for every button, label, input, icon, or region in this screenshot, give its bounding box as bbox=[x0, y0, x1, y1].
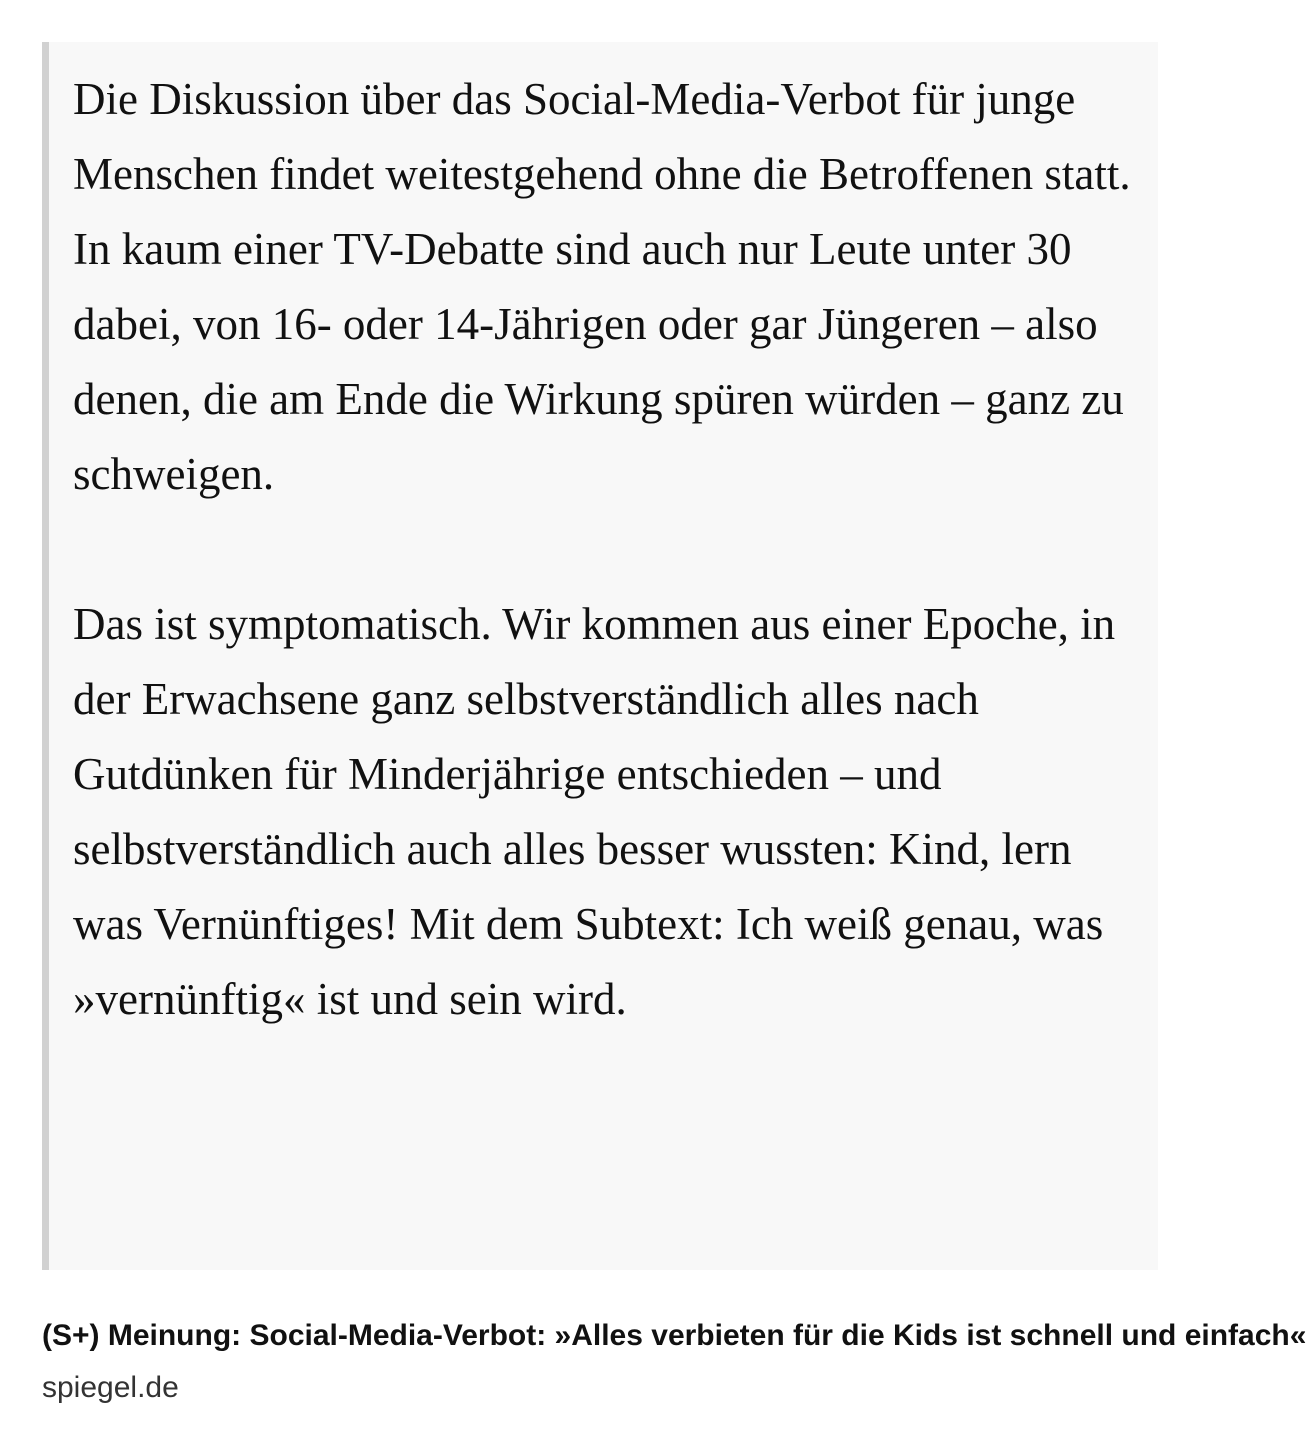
link-preview-title[interactable]: (S+) Meinung: Social-Media-Verbot: »Alles verbieten für die Kids ist schnell und einfach« bbox=[42, 1319, 1306, 1352]
quote-bar bbox=[42, 42, 49, 1270]
quote-text bbox=[73, 62, 1143, 1037]
link-preview-domain[interactable]: spiegel.de bbox=[42, 1371, 179, 1404]
quote-paragraph-1: Die Diskussion über das Social-Media-Verbot für junge Menschen findet weitestgehend ohne die Betroffenen statt. In kaum einer TV-Debatte sind auch nur Leute unter 30 dabei, von 16- oder 14-Jährigen oder gar Jüngeren – also denen, die am Ende die Wirkung spüren würden – ganz zu schweigen. bbox=[73, 74, 1131, 499]
quote-block bbox=[42, 42, 1158, 1270]
quote-paragraph-2: Das ist symptomatisch. Wir kommen aus einer Epoche, in der Erwachsene ganz selbstverständlich alles nach Gutdünken für Minderjährige entschieden – und selbstverständlich auch alles besser wussten: Kind, lern was Vernünftiges! Mit dem Subtext: Ich weiß genau, was »vernünftig« ist und sein wird. bbox=[73, 599, 1116, 1024]
